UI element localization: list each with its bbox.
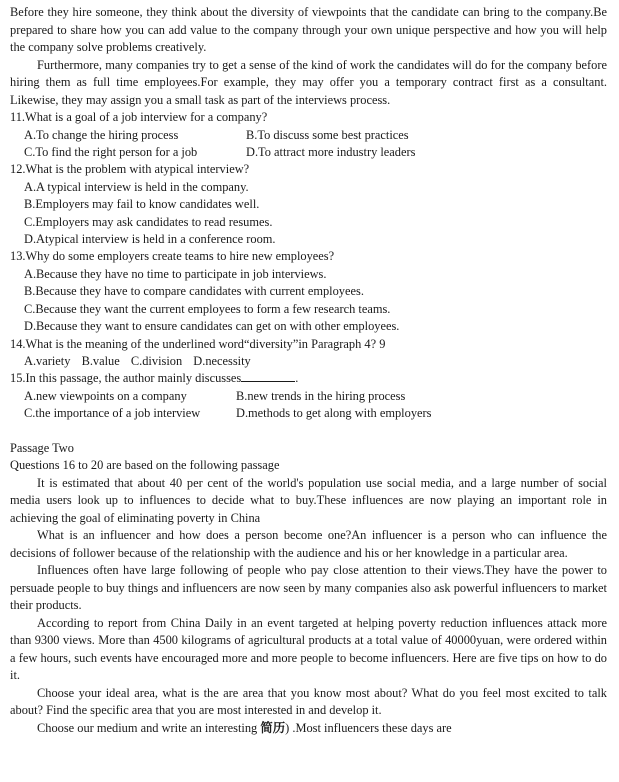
- option-b: B.Because they have to compare candidates with current employees.: [24, 284, 364, 299]
- option-c: C.the importance of a job interview: [24, 406, 201, 421]
- option-a: A.variety: [24, 354, 71, 369]
- question-stem: 11.What is a goal of a job interview for a company?: [10, 110, 268, 124]
- question-stem: 15.In this passage, the author mainly discusses .: [10, 371, 299, 386]
- question-11: [0, 109, 619, 161]
- option-b: B.To discuss some best practices: [246, 127, 409, 142]
- option-d: D.methods to get along with employers: [236, 406, 432, 421]
- option-d: D.necessity: [193, 354, 251, 369]
- question-stem: 13.Why do some employers create teams to hire new employees?: [10, 249, 335, 264]
- option-d: D.To attract more industry leaders: [246, 144, 416, 159]
- passage-two-paragraph: Choose our medium and write an interesting 简历) .Most influencers these days are: [37, 720, 452, 735]
- option-c: C.division: [130, 354, 183, 369]
- passage-two-paragraph: What is an influencer and how does a person become one?An influencer is a person who can influence the decisions of follower because of the relationship with the audience and his or her knowledge in a particular area.: [10, 528, 607, 560]
- option-a: A.A typical interview is held in the company.: [24, 179, 249, 194]
- passage-one-paragraph: Furthermore, many companies try to get a sense of the kind of work the candidates will do for the company before hiring them as full time employees.For example, they may offer you a temporary contract first as a consultant. Likewise, they may assign you a small task as part of the interviews process.: [10, 57, 607, 107]
- passage-two-heading: Passage Two: [10, 440, 74, 455]
- answer-blank: [241, 370, 295, 382]
- question-15: [0, 370, 619, 422]
- option-a: A.new viewpoints on a company: [24, 388, 187, 403]
- question-stem: 14.What is the meaning of the underlined word“diversity”in Paragraph 4? 9: [10, 336, 386, 351]
- passage-one-paragraph: Before they hire someone, they think about the diversity of viewpoints that the candidate can bring to the company.Be prepared to share how you can add value to the company through your own unique perspective and how you will help the company solve problems creatively.: [10, 5, 607, 54]
- question-14: [0, 336, 619, 371]
- passage-two-paragraph: It is estimated that about 40 per cent of the world's population use social media, and a large number of social media users look up to influences to decide what to buy.These influences are now playing an important role in achieving the goal of eliminating poverty in China: [10, 475, 607, 525]
- passage-two-paragraph: Influences often have large following of people who pay close attention to their views.They have the power to persuade people to buy things and influencers are now seen by many companies also ask powerful influencers to market their products.: [10, 563, 607, 613]
- bold-chinese-word: 简历: [260, 720, 286, 735]
- question-13: [0, 248, 619, 335]
- option-a: A.Because they have no time to participate in job interviews.: [24, 266, 327, 281]
- question-12: [0, 161, 619, 248]
- option-d: D.Atypical interview is held in a conference room.: [24, 232, 276, 247]
- passage-two-instructions: Questions 16 to 20 are based on the following passage: [10, 458, 280, 473]
- option-b: B.new trends in the hiring process: [236, 388, 406, 403]
- question-stem: 12.What is the problem with atypical interview?: [10, 162, 250, 177]
- option-c: C.Employers may ask candidates to read resumes.: [24, 214, 273, 229]
- passage-two-paragraph: According to report from China Daily in an event targeted at helping poverty reduction influences attack more than 9300 views. More than 4500 kilograms of agricultural products at a total value of 40000yuan, were ordered within a few hours, such events have encouraged more and more people to become influencers. Here are five tips on how to do it.: [10, 615, 607, 683]
- option-c: C.Because they want the current employees to form a few research teams.: [24, 301, 391, 316]
- option-a: A.To change the hiring process: [24, 127, 179, 142]
- option-b: B.value: [81, 354, 120, 369]
- option-b: B.Employers may fail to know candidates well.: [24, 197, 260, 212]
- option-c: C.To find the right person for a job: [24, 144, 198, 159]
- option-d: D.Because they want to ensure candidates can get on with other employees.: [24, 319, 400, 334]
- passage-two-paragraph: Choose your ideal area, what is the are area that you know most about? What do you feel most excited to talk about? Find the specific area that you are most interested in and develop it.: [10, 685, 607, 718]
